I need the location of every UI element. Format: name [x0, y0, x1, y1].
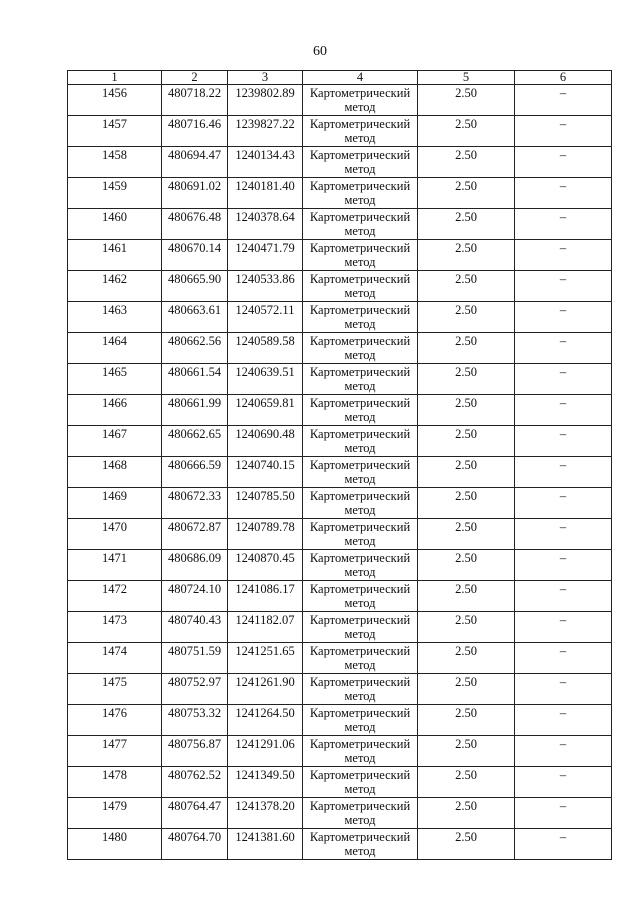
- x-coordinate-cell: 480724.10: [162, 581, 228, 612]
- point-number-cell: 1469: [68, 488, 162, 519]
- method-line: Картометрический: [309, 365, 411, 379]
- table-row: [68, 457, 612, 488]
- method-line: метод: [344, 131, 376, 145]
- table-row: [68, 116, 612, 147]
- method-line: метод: [344, 348, 376, 362]
- x-coordinate-cell: 480661.99: [162, 395, 228, 426]
- table-row: [68, 798, 612, 829]
- method-line: метод: [344, 627, 376, 641]
- table-row: [68, 178, 612, 209]
- note-cell: –: [515, 364, 612, 395]
- method-line: метод: [344, 379, 376, 393]
- method-cell: [303, 767, 418, 798]
- method-line: Картометрический: [309, 613, 411, 627]
- method-cell: [303, 364, 418, 395]
- table-body: [68, 85, 612, 860]
- method-line: метод: [344, 534, 376, 548]
- y-coordinate-cell: 1241251.65: [228, 643, 303, 674]
- method-line: метод: [344, 689, 376, 703]
- accuracy-cell: 2.50: [418, 240, 515, 271]
- y-coordinate-cell: 1241182.07: [228, 612, 303, 643]
- method-line: метод: [344, 503, 376, 517]
- method-cell: [303, 829, 418, 860]
- y-coordinate-cell: 1240785.50: [228, 488, 303, 519]
- method-line: Картометрический: [309, 582, 411, 596]
- accuracy-cell: 2.50: [418, 147, 515, 178]
- y-coordinate-cell: 1240639.51: [228, 364, 303, 395]
- method-cell: [303, 85, 418, 116]
- method-line: метод: [344, 224, 376, 238]
- x-coordinate-cell: 480716.46: [162, 116, 228, 147]
- accuracy-cell: 2.50: [418, 798, 515, 829]
- y-coordinate-cell: 1240740.15: [228, 457, 303, 488]
- column-header: 6: [515, 71, 612, 85]
- method-line: Картометрический: [309, 396, 411, 410]
- accuracy-cell: 2.50: [418, 178, 515, 209]
- method-line: Картометрический: [309, 520, 411, 534]
- note-cell: –: [515, 736, 612, 767]
- note-cell: –: [515, 519, 612, 550]
- method-cell: [303, 271, 418, 302]
- note-cell: –: [515, 550, 612, 581]
- method-cell: [303, 736, 418, 767]
- method-cell: [303, 333, 418, 364]
- note-cell: –: [515, 612, 612, 643]
- x-coordinate-cell: 480718.22: [162, 85, 228, 116]
- note-cell: –: [515, 426, 612, 457]
- y-coordinate-cell: 1240533.86: [228, 271, 303, 302]
- y-coordinate-cell: 1240572.11: [228, 302, 303, 333]
- method-cell: [303, 705, 418, 736]
- y-coordinate-cell: 1239827.22: [228, 116, 303, 147]
- note-cell: –: [515, 581, 612, 612]
- table-row: [68, 426, 612, 457]
- table-row: [68, 829, 612, 860]
- table-row: [68, 395, 612, 426]
- x-coordinate-cell: 480753.32: [162, 705, 228, 736]
- point-number-cell: 1460: [68, 209, 162, 240]
- x-coordinate-cell: 480676.48: [162, 209, 228, 240]
- method-cell: [303, 240, 418, 271]
- point-number-cell: 1456: [68, 85, 162, 116]
- y-coordinate-cell: 1240589.58: [228, 333, 303, 364]
- accuracy-cell: 2.50: [418, 302, 515, 333]
- method-line: Картометрический: [309, 768, 411, 782]
- method-line: метод: [344, 782, 376, 796]
- note-cell: –: [515, 333, 612, 364]
- y-coordinate-cell: 1241291.06: [228, 736, 303, 767]
- point-number-cell: 1474: [68, 643, 162, 674]
- column-header: 4: [303, 71, 418, 85]
- y-coordinate-cell: 1240471.79: [228, 240, 303, 271]
- y-coordinate-cell: 1240690.48: [228, 426, 303, 457]
- method-line: Картометрический: [309, 272, 411, 286]
- accuracy-cell: 2.50: [418, 705, 515, 736]
- method-line: Картометрический: [309, 830, 411, 844]
- method-line: метод: [344, 720, 376, 734]
- x-coordinate-cell: 480665.90: [162, 271, 228, 302]
- note-cell: –: [515, 674, 612, 705]
- method-line: метод: [344, 317, 376, 331]
- x-coordinate-cell: 480686.09: [162, 550, 228, 581]
- y-coordinate-cell: 1241381.60: [228, 829, 303, 860]
- accuracy-cell: 2.50: [418, 674, 515, 705]
- point-number-cell: 1480: [68, 829, 162, 860]
- x-coordinate-cell: 480762.52: [162, 767, 228, 798]
- note-cell: –: [515, 488, 612, 519]
- point-number-cell: 1472: [68, 581, 162, 612]
- note-cell: –: [515, 395, 612, 426]
- y-coordinate-cell: 1241264.50: [228, 705, 303, 736]
- x-coordinate-cell: 480662.56: [162, 333, 228, 364]
- note-cell: –: [515, 457, 612, 488]
- note-cell: –: [515, 705, 612, 736]
- accuracy-cell: 2.50: [418, 581, 515, 612]
- point-number-cell: 1457: [68, 116, 162, 147]
- y-coordinate-cell: 1241378.20: [228, 798, 303, 829]
- table-row: [68, 612, 612, 643]
- point-number-cell: 1476: [68, 705, 162, 736]
- table-row: [68, 674, 612, 705]
- note-cell: –: [515, 240, 612, 271]
- x-coordinate-cell: 480661.54: [162, 364, 228, 395]
- coordinates-table: [67, 70, 612, 860]
- point-number-cell: 1466: [68, 395, 162, 426]
- x-coordinate-cell: 480764.70: [162, 829, 228, 860]
- x-coordinate-cell: 480670.14: [162, 240, 228, 271]
- table-row: [68, 302, 612, 333]
- point-number-cell: 1479: [68, 798, 162, 829]
- y-coordinate-cell: 1240181.40: [228, 178, 303, 209]
- accuracy-cell: 2.50: [418, 612, 515, 643]
- accuracy-cell: 2.50: [418, 519, 515, 550]
- method-line: метод: [344, 286, 376, 300]
- column-header: 2: [162, 71, 228, 85]
- accuracy-cell: 2.50: [418, 271, 515, 302]
- note-cell: –: [515, 829, 612, 860]
- method-line: Картометрический: [309, 737, 411, 751]
- table-row: [68, 488, 612, 519]
- method-cell: [303, 798, 418, 829]
- method-line: метод: [344, 565, 376, 579]
- method-line: Картометрический: [309, 427, 411, 441]
- x-coordinate-cell: 480662.65: [162, 426, 228, 457]
- y-coordinate-cell: 1241349.50: [228, 767, 303, 798]
- method-line: метод: [344, 658, 376, 672]
- point-number-cell: 1459: [68, 178, 162, 209]
- table-row: [68, 767, 612, 798]
- point-number-cell: 1473: [68, 612, 162, 643]
- method-line: Картометрический: [309, 706, 411, 720]
- x-coordinate-cell: 480740.43: [162, 612, 228, 643]
- accuracy-cell: 2.50: [418, 426, 515, 457]
- method-cell: [303, 488, 418, 519]
- method-line: метод: [344, 596, 376, 610]
- accuracy-cell: 2.50: [418, 364, 515, 395]
- y-coordinate-cell: 1239802.89: [228, 85, 303, 116]
- method-cell: [303, 178, 418, 209]
- table-row: [68, 364, 612, 395]
- x-coordinate-cell: 480751.59: [162, 643, 228, 674]
- x-coordinate-cell: 480764.47: [162, 798, 228, 829]
- accuracy-cell: 2.50: [418, 488, 515, 519]
- method-line: Картометрический: [309, 179, 411, 193]
- table-row: [68, 209, 612, 240]
- method-cell: [303, 302, 418, 333]
- table-row: [68, 240, 612, 271]
- point-number-cell: 1475: [68, 674, 162, 705]
- method-line: Картометрический: [309, 86, 411, 100]
- method-line: Картометрический: [309, 551, 411, 565]
- table-row: [68, 271, 612, 302]
- method-line: метод: [344, 441, 376, 455]
- y-coordinate-cell: 1240659.81: [228, 395, 303, 426]
- note-cell: –: [515, 178, 612, 209]
- table-row: [68, 147, 612, 178]
- note-cell: –: [515, 643, 612, 674]
- method-line: Картометрический: [309, 148, 411, 162]
- method-cell: [303, 674, 418, 705]
- table-row: [68, 643, 612, 674]
- accuracy-cell: 2.50: [418, 85, 515, 116]
- method-cell: [303, 395, 418, 426]
- table-row: [68, 519, 612, 550]
- note-cell: –: [515, 271, 612, 302]
- note-cell: –: [515, 116, 612, 147]
- method-cell: [303, 147, 418, 178]
- accuracy-cell: 2.50: [418, 395, 515, 426]
- table-row: [68, 705, 612, 736]
- accuracy-cell: 2.50: [418, 643, 515, 674]
- method-line: метод: [344, 193, 376, 207]
- point-number-cell: 1477: [68, 736, 162, 767]
- accuracy-cell: 2.50: [418, 116, 515, 147]
- table-row: [68, 736, 612, 767]
- method-line: метод: [344, 844, 376, 858]
- method-cell: [303, 519, 418, 550]
- method-line: Картометрический: [309, 675, 411, 689]
- accuracy-cell: 2.50: [418, 550, 515, 581]
- method-line: Картометрический: [309, 644, 411, 658]
- y-coordinate-cell: 1240378.64: [228, 209, 303, 240]
- point-number-cell: 1463: [68, 302, 162, 333]
- table-row: [68, 85, 612, 116]
- accuracy-cell: 2.50: [418, 209, 515, 240]
- method-cell: [303, 581, 418, 612]
- method-line: Картометрический: [309, 303, 411, 317]
- y-coordinate-cell: 1241261.90: [228, 674, 303, 705]
- x-coordinate-cell: 480663.61: [162, 302, 228, 333]
- accuracy-cell: 2.50: [418, 736, 515, 767]
- method-cell: [303, 426, 418, 457]
- point-number-cell: 1461: [68, 240, 162, 271]
- note-cell: –: [515, 767, 612, 798]
- method-cell: [303, 116, 418, 147]
- method-cell: [303, 643, 418, 674]
- note-cell: –: [515, 798, 612, 829]
- page-number: 60: [313, 44, 327, 59]
- y-coordinate-cell: 1240789.78: [228, 519, 303, 550]
- point-number-cell: 1465: [68, 364, 162, 395]
- x-coordinate-cell: 480672.33: [162, 488, 228, 519]
- accuracy-cell: 2.50: [418, 333, 515, 364]
- method-cell: [303, 550, 418, 581]
- y-coordinate-cell: 1240870.45: [228, 550, 303, 581]
- column-header: 1: [68, 71, 162, 85]
- point-number-cell: 1471: [68, 550, 162, 581]
- point-number-cell: 1478: [68, 767, 162, 798]
- accuracy-cell: 2.50: [418, 457, 515, 488]
- note-cell: –: [515, 209, 612, 240]
- table-header-row: [68, 71, 612, 85]
- method-line: метод: [344, 255, 376, 269]
- point-number-cell: 1467: [68, 426, 162, 457]
- method-line: метод: [344, 410, 376, 424]
- table-row: [68, 581, 612, 612]
- point-number-cell: 1462: [68, 271, 162, 302]
- x-coordinate-cell: 480756.87: [162, 736, 228, 767]
- x-coordinate-cell: 480691.02: [162, 178, 228, 209]
- point-number-cell: 1468: [68, 457, 162, 488]
- method-line: метод: [344, 162, 376, 176]
- point-number-cell: 1458: [68, 147, 162, 178]
- method-line: Картометрический: [309, 489, 411, 503]
- column-header: 5: [418, 71, 515, 85]
- method-line: Картометрический: [309, 241, 411, 255]
- method-line: Картометрический: [309, 458, 411, 472]
- method-cell: [303, 457, 418, 488]
- table-row: [68, 333, 612, 364]
- y-coordinate-cell: 1241086.17: [228, 581, 303, 612]
- method-cell: [303, 612, 418, 643]
- table-row: [68, 550, 612, 581]
- column-header: 3: [228, 71, 303, 85]
- x-coordinate-cell: 480694.47: [162, 147, 228, 178]
- x-coordinate-cell: 480666.59: [162, 457, 228, 488]
- method-line: Картометрический: [309, 799, 411, 813]
- x-coordinate-cell: 480672.87: [162, 519, 228, 550]
- method-line: метод: [344, 100, 376, 114]
- x-coordinate-cell: 480752.97: [162, 674, 228, 705]
- point-number-cell: 1464: [68, 333, 162, 364]
- accuracy-cell: 2.50: [418, 829, 515, 860]
- method-cell: [303, 209, 418, 240]
- method-line: Картометрический: [309, 210, 411, 224]
- method-line: метод: [344, 472, 376, 486]
- method-line: Картометрический: [309, 117, 411, 131]
- method-line: метод: [344, 751, 376, 765]
- y-coordinate-cell: 1240134.43: [228, 147, 303, 178]
- accuracy-cell: 2.50: [418, 767, 515, 798]
- point-number-cell: 1470: [68, 519, 162, 550]
- method-line: Картометрический: [309, 334, 411, 348]
- note-cell: –: [515, 147, 612, 178]
- note-cell: –: [515, 302, 612, 333]
- note-cell: –: [515, 85, 612, 116]
- method-line: метод: [344, 813, 376, 827]
